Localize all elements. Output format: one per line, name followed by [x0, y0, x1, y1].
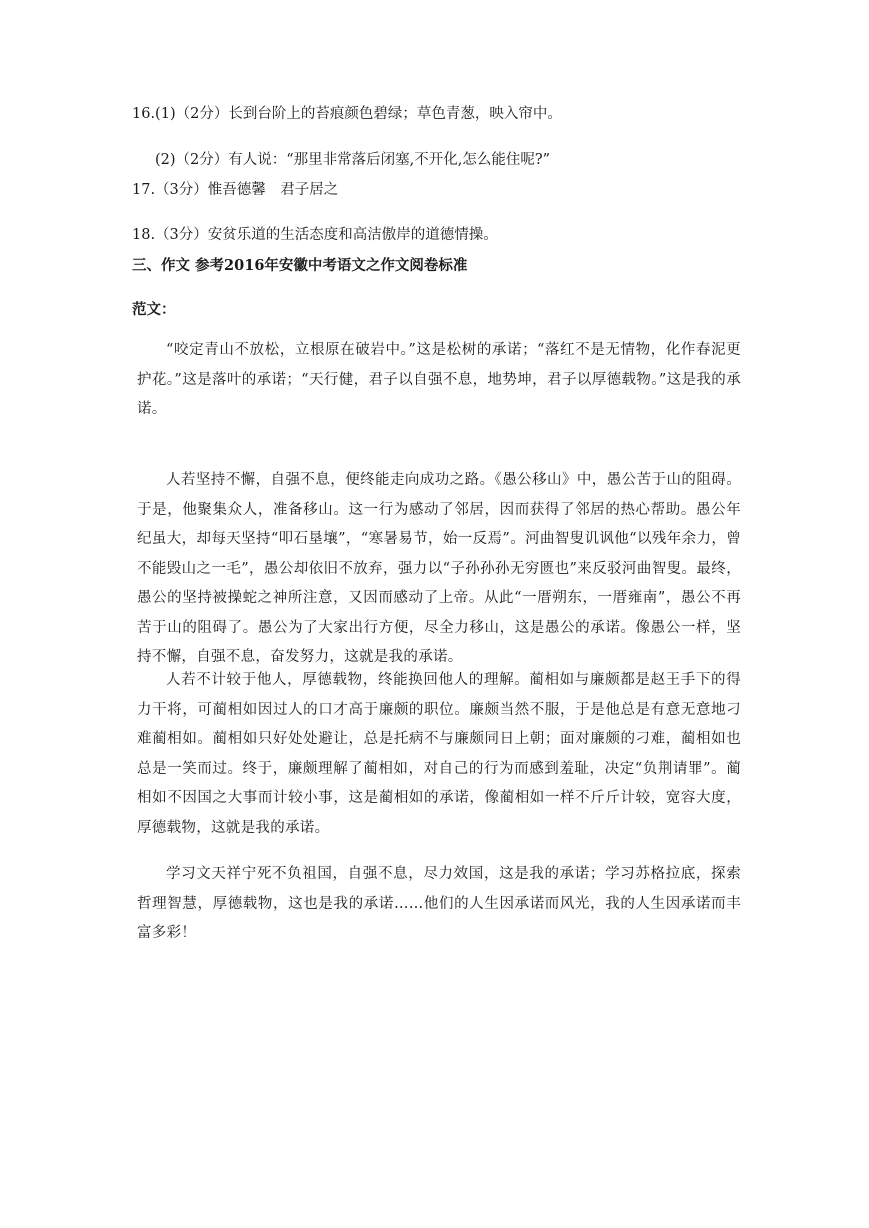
answer-16-2: (2)（2分）有人说：“那里非常落后闭塞,不开化,怎么能住呢?”	[155, 152, 551, 168]
sample-essay-label: 范文：	[132, 301, 176, 318]
answer-16-1: 16.(1)（2分）长到台阶上的苔痕颜色碧绿；草色青葱，映入帘中。	[132, 106, 562, 122]
essay-paragraph-2: 人若坚持不懈，自强不息，便终能走向成功之路。《愚公移山》中，愚公苦于山的阻碍。于是，他聚集众人，准备移山。这一行为感动了邻居，因而获得了邻居的热心帮助。愚公年纪虽大，却每天坚持“叩石垦壤”，“寒暑易节，始一反焉”。河曲智叟讥讽他“以残年余力，曾不能毁山之一毛”，愚公却依旧不放弃，强力以“子孙孙孙无穷匮也”来反驳河曲智叟。最终，愚公的坚持被操蛇之神所注意，又因而感动了上帝。从此“一厝朔东，一厝雍南”，愚公不再苦于山的阻碍了。愚公为了大家出行方便，尽全力移山，这是愚公的承诺。像愚公一样，坚持不懈，自强不息，奋发努力，这就是我的承诺。	[137, 472, 741, 665]
essay-paragraph-3: 人若不计较于他人，厚德载物，终能换回他人的理解。蔺相如与廉颇都是赵王手下的得力干将，可蔺相如因过人的口才高于廉颇的职位。廉颇当然不服，于是他总是有意无意地刁难蔺相如。蔺相如只好处处避让，总是托病不与廉颇同日上朝；面对廉颇的刁难，蔺相如也总是一笑而过。终于，廉颇理解了蔺相如，对自己的行为而感到羞耻，决定“负荆请罪”。蔺相如不因国之大事而计较小事，这是蔺相如的承诺，像蔺相如一样不斤斤计较，宽容大度，厚德载物，这就是我的承诺。	[137, 672, 741, 836]
essay-paragraph-4: 学习文天祥宁死不负祖国，自强不息，尽力效国，这是我的承诺；学习苏格拉底，探索哲理智慧，厚德载物，这也是我的承诺……他们的人生因承诺而风光，我的人生因承诺而丰富多彩！	[137, 866, 741, 941]
section-heading: 三、作文 参考2016年安徽中考语文之作文阅卷标准	[132, 257, 468, 274]
answer-17: 17.（3分）惟吾德馨 君子居之	[132, 182, 339, 198]
answer-18: 18.（3分）安贫乐道的生活态度和高洁傲岸的道德情操。	[132, 227, 498, 243]
essay-paragraph-1: “咬定青山不放松，立根原在破岩中。”这是松树的承诺；“落红不是无情物，化作春泥更护花。”这是落叶的承诺；“天行健，君子以自强不息，地势坤，君子以厚德载物。”这是我的承诺。	[137, 342, 741, 417]
